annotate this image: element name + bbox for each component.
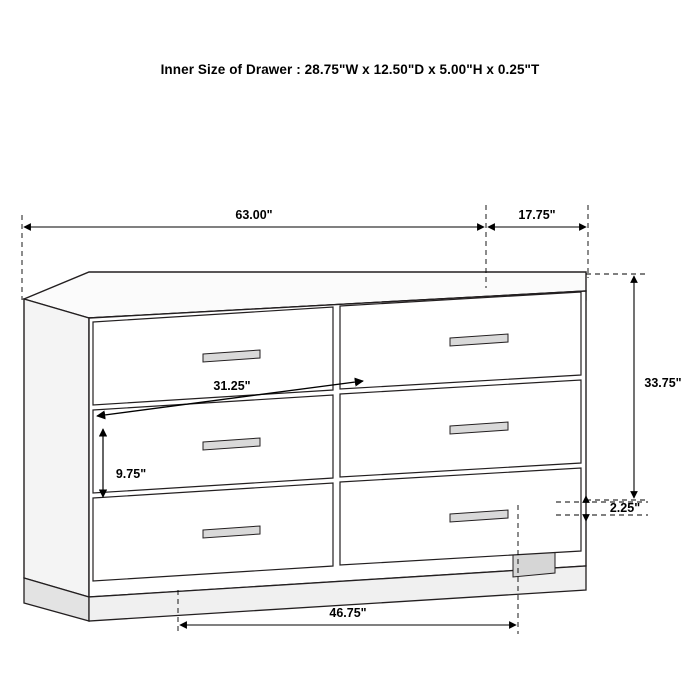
dimension-label-width-overall: 63.00" [235,208,273,222]
dimension-label-base-width: 46.75" [329,606,367,620]
dresser-left-side-panel [24,299,89,597]
dimension-depth-top [488,205,588,278]
dimension-label-drawer-width-inner: 31.25" [213,379,251,393]
dimension-label-depth-top: 17.75" [518,208,556,222]
dimension-label-height-overall: 33.75" [644,376,682,390]
dimension-height-overall [586,274,682,500]
dimension-label-drawer-height: 9.75" [115,467,147,481]
dresser-illustration [24,272,586,621]
page-title: Inner Size of Drawer : 28.75"W x 12.50"D x 5.00"H x 0.25"T [160,62,540,77]
dimension-label-base-clearance: 2.25" [609,501,641,515]
